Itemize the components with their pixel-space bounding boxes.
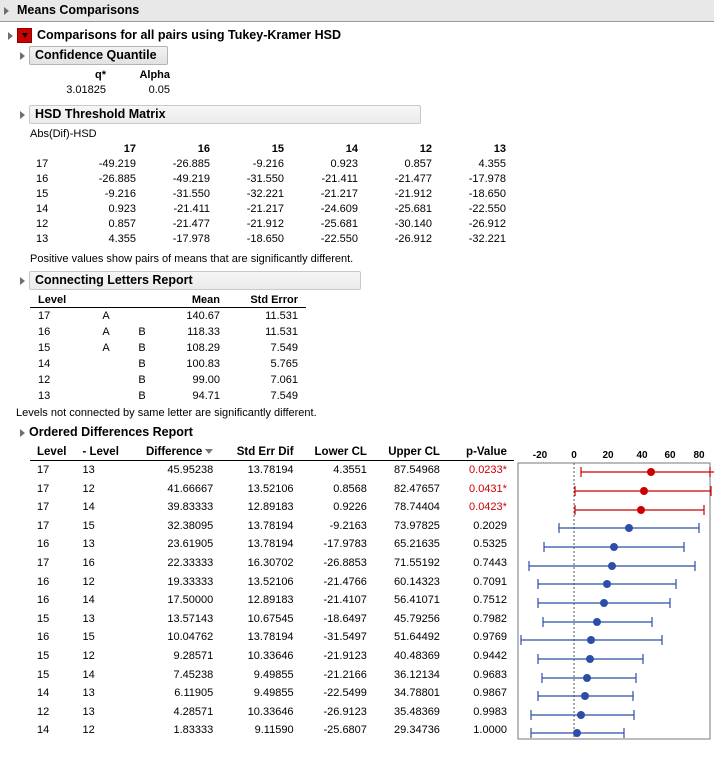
- cell-lower-cl: -21.2166: [323, 668, 367, 681]
- cell-lower-cl: -9.2163: [329, 519, 367, 532]
- connecting-letters-table: [30, 294, 306, 404]
- col-head-5: 13: [493, 143, 506, 155]
- cell-lower-cl: 0.9226: [333, 501, 367, 514]
- table-row: [30, 202, 512, 217]
- cell-se: 5.765: [270, 358, 298, 370]
- table-header-row: [30, 294, 306, 308]
- connecting-letters-disclosure-icon[interactable]: [20, 277, 25, 285]
- cell-difference: 23.61905: [167, 538, 214, 551]
- cell: -17.978: [172, 233, 210, 245]
- col-letter-b: [124, 294, 160, 308]
- row-label: 13: [36, 233, 49, 245]
- connecting-letters-table-wrap: [30, 294, 714, 404]
- cell: -26.912: [468, 218, 506, 230]
- cell-difference: 41.66667: [167, 482, 214, 495]
- cell: -18.650: [468, 188, 506, 200]
- cell-lower-cl: -26.8853: [323, 556, 367, 569]
- cell-p-value: 1.0000: [473, 724, 507, 737]
- svg-text:0: 0: [571, 450, 577, 461]
- cell: 0.857: [404, 158, 432, 170]
- cell-std-err: 13.78194: [247, 538, 294, 551]
- cell-std-err: 13.52106: [247, 575, 294, 588]
- cell-minus-level: 13: [82, 538, 95, 551]
- cell: -21.217: [320, 188, 358, 200]
- cell-minus-level: 15: [82, 631, 95, 644]
- cell-level: 14: [37, 724, 50, 737]
- cell-letter-b: B: [138, 342, 146, 354]
- hsd-note: Positive values show pairs of means that are significantly different.: [30, 253, 354, 265]
- cell: -21.477: [394, 173, 432, 185]
- cell-lower-cl: -31.5497: [323, 631, 367, 644]
- table-row: [30, 324, 306, 340]
- cell-upper-cl: 35.48369: [394, 705, 440, 718]
- cell-p-value: 0.5325: [473, 538, 507, 551]
- cell-minus-level: 16: [82, 556, 95, 569]
- col-alpha: Alpha: [139, 69, 170, 81]
- comparisons-title: Comparisons for all pairs using Tukey-Kramer HSD: [37, 28, 342, 42]
- cell-std-err: 9.49855: [253, 668, 294, 681]
- cell: -9.216: [104, 188, 136, 200]
- confidence-quantile-table-wrap: [30, 68, 714, 98]
- table-header-row: [30, 142, 512, 157]
- cell-level: 16: [37, 631, 50, 644]
- cell-level: 15: [38, 342, 51, 354]
- confidence-quantile-title: Confidence Quantile: [29, 46, 168, 65]
- col-head-0: 17: [123, 143, 136, 155]
- cell-difference: 17.50000: [167, 594, 214, 607]
- connecting-letters-title: Connecting Letters Report: [29, 271, 361, 290]
- corner-cell: [30, 142, 68, 157]
- cell-std-err: 10.67545: [247, 612, 294, 625]
- cell-difference: 9.28571: [173, 649, 214, 662]
- table-row: [30, 372, 306, 388]
- cell-mean: 99.00: [192, 374, 220, 386]
- cell-level: 17: [37, 519, 50, 532]
- cell-p-value: 0.9867: [473, 687, 507, 700]
- col-upper-cl[interactable]: Upper CL: [374, 445, 447, 461]
- cell-mean: 140.67: [186, 310, 220, 322]
- window-title-bar: [0, 0, 714, 22]
- cell-se: 11.531: [265, 310, 298, 322]
- cell-mean: 108.29: [186, 342, 220, 354]
- cell-lower-cl: -17.9783: [323, 538, 367, 551]
- cell-level: 16: [38, 326, 51, 338]
- red-triangle-menu-icon[interactable]: [17, 28, 32, 43]
- row-label: 14: [36, 203, 49, 215]
- cell-letter-a: A: [102, 342, 110, 354]
- cell-level: 17: [37, 501, 50, 514]
- cell-lower-cl: 4.3551: [333, 464, 367, 476]
- col-head-4: 12: [419, 143, 432, 155]
- cell-letter-a: [88, 356, 124, 372]
- cell: -21.411: [321, 173, 358, 185]
- cell-level: 15: [37, 649, 50, 662]
- cell: -21.411: [173, 203, 210, 215]
- cell: -26.885: [172, 158, 210, 170]
- cell-minus-level: 13: [82, 687, 95, 700]
- table-row: [30, 340, 306, 356]
- difference-plot: [514, 445, 714, 740]
- col-lower-cl[interactable]: Lower CL: [301, 445, 374, 461]
- cell-letter-b: B: [138, 326, 146, 338]
- cell-lower-cl: -21.9123: [323, 649, 367, 662]
- row-label: 16: [36, 173, 49, 185]
- cell-difference: 10.04762: [167, 631, 214, 644]
- cell-upper-cl: 56.41071: [394, 594, 440, 607]
- col-head-1: 16: [197, 143, 210, 155]
- cell-difference: 13.57143: [167, 612, 214, 625]
- page-title: Means Comparisons: [17, 3, 140, 17]
- cell-level: 13: [38, 390, 51, 402]
- cell-upper-cl: 51.64492: [394, 631, 440, 644]
- cell: 0.923: [108, 203, 136, 215]
- ordered-differences-title: Ordered Differences Report: [29, 425, 193, 439]
- cell-minus-level: 13: [82, 705, 95, 718]
- table-row: [30, 172, 512, 187]
- col-level[interactable]: Level: [30, 445, 75, 461]
- cell-difference: 7.45238: [173, 668, 214, 681]
- cell-p-value: 0.0423*: [469, 501, 507, 514]
- cell-lower-cl: -26.9123: [323, 705, 367, 718]
- cell-letter-b: [124, 308, 160, 325]
- table-row: [30, 157, 512, 172]
- cell-p-value: 0.9683: [473, 668, 507, 681]
- connecting-letters-header: [16, 271, 714, 290]
- cell-lower-cl: -22.5499: [323, 687, 367, 700]
- hsd-threshold-matrix: [30, 142, 512, 247]
- confidence-quantile-table: [30, 68, 176, 98]
- cell-level: 15: [37, 612, 50, 625]
- cell-minus-level: 12: [82, 575, 95, 588]
- cell-std-err: 13.78194: [247, 519, 294, 532]
- ordered-differences-table: [30, 445, 714, 740]
- cell-se: 11.531: [265, 326, 298, 338]
- hsd-title: HSD Threshold Matrix: [29, 105, 421, 124]
- hsd-table-wrap: [30, 142, 714, 247]
- col-letter-a: [88, 294, 124, 308]
- cell-letter-b: B: [138, 390, 146, 402]
- cell: -18.650: [246, 233, 284, 245]
- cell-std-err: 13.52106: [247, 482, 294, 495]
- col-mean: Mean: [160, 294, 228, 308]
- cell-difference: 1.83333: [173, 724, 214, 737]
- cell-p-value: 0.2029: [473, 519, 507, 532]
- cell: -17.978: [468, 173, 506, 185]
- cell-p-value: 0.7091: [473, 575, 507, 588]
- comparisons-header: [4, 27, 714, 44]
- cell-minus-level: 12: [82, 482, 95, 495]
- cell-letter-a: A: [102, 326, 110, 338]
- cell: 0.923: [330, 158, 358, 170]
- value-qstar: 3.01825: [66, 84, 106, 96]
- disclosure-triangle-icon[interactable]: [4, 7, 9, 15]
- hsd-disclosure-icon[interactable]: [20, 111, 25, 119]
- cell-minus-level: 13: [82, 464, 95, 476]
- cell-level: 17: [38, 310, 51, 322]
- cell-difference: 39.83333: [167, 501, 214, 514]
- cell-std-err: 9.11590: [254, 724, 294, 737]
- cell-p-value: 0.0233*: [469, 464, 507, 476]
- cell-p-value: 0.9983: [473, 705, 507, 718]
- svg-text:80: 80: [693, 450, 705, 461]
- cell-upper-cl: 45.79256: [394, 612, 440, 625]
- cell: -31.550: [172, 188, 210, 200]
- col-minus-level[interactable]: - Level: [75, 445, 134, 461]
- cell-level: 16: [37, 575, 50, 588]
- cell: -30.140: [394, 218, 432, 230]
- cell-upper-cl: 78.74404: [394, 501, 440, 514]
- cell-mean: 100.83: [186, 358, 220, 370]
- cell-level: 14: [37, 687, 50, 700]
- cell: -32.221: [246, 188, 284, 200]
- cell: -22.550: [320, 233, 358, 245]
- col-difference[interactable]: Difference: [134, 445, 220, 461]
- svg-text:-20: -20: [532, 450, 548, 461]
- cell-minus-level: 13: [82, 612, 95, 625]
- cell: -49.219: [172, 173, 210, 185]
- ordered-differences-header: [16, 424, 714, 441]
- row-label: 12: [36, 218, 49, 230]
- cell-level: 17: [37, 464, 50, 476]
- cell-upper-cl: 87.54968: [394, 464, 440, 476]
- cell-p-value: 0.7512: [473, 594, 507, 607]
- cell-difference: 19.33333: [167, 575, 214, 588]
- svg-text:60: 60: [664, 450, 676, 461]
- cell-difference: 22.33333: [167, 556, 214, 569]
- cell-letter-a: [88, 372, 124, 388]
- cell: -21.217: [246, 203, 284, 215]
- cell-level: 17: [37, 482, 50, 495]
- cell-p-value: 0.7982: [473, 612, 507, 625]
- col-std-error: Std Error: [228, 294, 306, 308]
- ci-plot-svg: [514, 445, 714, 740]
- cell-minus-level: 12: [82, 724, 95, 737]
- cell-std-err: 12.89183: [247, 594, 294, 607]
- cell: -22.550: [468, 203, 506, 215]
- cell-std-err: 16.30702: [247, 556, 294, 569]
- cell-p-value: 0.7443: [473, 556, 507, 569]
- cell: 4.355: [478, 158, 506, 170]
- cell: -21.477: [172, 218, 210, 230]
- table-row: [30, 83, 176, 98]
- hsd-header: [16, 105, 714, 124]
- cell-minus-level: 15: [82, 519, 95, 532]
- table-row: [30, 308, 306, 325]
- cell-minus-level: 14: [82, 501, 95, 514]
- cell-difference: 6.11905: [174, 687, 214, 700]
- cell-upper-cl: 34.78801: [394, 687, 440, 700]
- cell-upper-cl: 82.47657: [394, 482, 440, 495]
- cell: -49.219: [98, 158, 136, 170]
- hsd-subtitle: Abs(Dif)-HSD: [30, 128, 97, 140]
- cell-lower-cl: 0.8568: [333, 482, 367, 495]
- cell-difference: 45.95238: [167, 464, 214, 476]
- cell-level: 16: [37, 538, 50, 551]
- ordered-differences-body: [30, 445, 714, 740]
- cell-se: 7.549: [270, 390, 298, 402]
- cell-lower-cl: -21.4107: [323, 594, 367, 607]
- table-header-row: [30, 68, 176, 83]
- cell-std-err: 13.78194: [247, 464, 294, 476]
- connecting-letters-note: Levels not connected by same letter are significantly different.: [16, 407, 317, 419]
- cell: -21.912: [246, 218, 284, 230]
- col-head-2: 15: [271, 143, 284, 155]
- row-label: 15: [36, 188, 49, 200]
- cell-minus-level: 14: [82, 594, 95, 607]
- cell-level: 15: [37, 668, 50, 681]
- table-row: [30, 388, 306, 404]
- cell: -9.216: [252, 158, 284, 170]
- col-head-3: 14: [345, 143, 358, 155]
- cell-minus-level: 12: [82, 649, 95, 662]
- cell: -31.550: [246, 173, 284, 185]
- cell-upper-cl: 65.21635: [394, 538, 440, 551]
- cell-difference: 32.38095: [167, 519, 214, 532]
- cell-std-err: 10.33646: [247, 705, 294, 718]
- cell-upper-cl: 36.12134: [394, 668, 440, 681]
- cell-upper-cl: 60.14323: [394, 575, 440, 588]
- col-std-err-dif[interactable]: Std Err Dif: [220, 445, 300, 461]
- cell-p-value: 0.9442: [473, 649, 507, 662]
- cell-level: 14: [38, 358, 51, 370]
- comparisons-disclosure-icon[interactable]: [8, 32, 13, 40]
- table-row: [30, 356, 306, 372]
- cell-level: 12: [38, 374, 51, 386]
- ordered-differences-disclosure-icon[interactable]: [20, 429, 25, 437]
- cell-p-value: 0.9769: [473, 631, 507, 644]
- cell-minus-level: 14: [82, 668, 95, 681]
- cell-level: 16: [37, 594, 50, 607]
- cell-std-err: 9.49855: [253, 687, 294, 700]
- table-row: [30, 187, 512, 202]
- cell-level: 12: [37, 705, 50, 718]
- cell-upper-cl: 40.48369: [394, 649, 440, 662]
- table-row: [30, 232, 512, 247]
- cell: -32.221: [468, 233, 506, 245]
- cell-std-err: 10.33646: [247, 649, 294, 662]
- cell: -24.609: [320, 203, 358, 215]
- cell: -21.912: [394, 188, 432, 200]
- svg-text:20: 20: [602, 450, 614, 461]
- cell-letter-b: B: [138, 374, 146, 386]
- cell-letter-a: A: [102, 310, 110, 322]
- cell: -26.912: [394, 233, 432, 245]
- cell-lower-cl: -21.4766: [323, 575, 367, 588]
- cell-std-err: 12.89183: [247, 501, 294, 514]
- cell: -26.885: [98, 173, 136, 185]
- cell: 0.857: [108, 218, 136, 230]
- col-qstar: q*: [95, 69, 106, 81]
- cell: -25.681: [320, 218, 358, 230]
- cell-se: 7.061: [270, 374, 298, 386]
- confidence-quantile-disclosure-icon[interactable]: [20, 52, 25, 60]
- table-row: [30, 217, 512, 232]
- cell-difference: 4.28571: [173, 705, 214, 718]
- cell-lower-cl: -25.6807: [323, 724, 367, 737]
- cell-p-value: 0.0431*: [469, 482, 507, 495]
- cell-upper-cl: 29.34736: [394, 724, 440, 737]
- cell: 4.355: [108, 233, 136, 245]
- cell: -25.681: [394, 203, 432, 215]
- cell-std-err: 13.78194: [247, 631, 294, 644]
- sort-descending-icon[interactable]: [205, 449, 213, 454]
- cell-letter-b: B: [138, 358, 146, 370]
- cell-se: 7.549: [270, 342, 298, 354]
- table-header-row: [30, 445, 714, 461]
- cell-letter-a: [88, 388, 124, 404]
- col-p-value[interactable]: p-Value: [447, 445, 514, 461]
- cell-upper-cl: 73.97825: [394, 519, 440, 532]
- cell-upper-cl: 71.55192: [394, 556, 440, 569]
- cell-level: 17: [37, 556, 50, 569]
- row-label: 17: [36, 158, 49, 170]
- confidence-quantile-header: [16, 46, 714, 65]
- cell-mean: 118.33: [187, 326, 220, 338]
- col-level: Level: [30, 294, 88, 308]
- cell-lower-cl: -18.6497: [323, 612, 367, 625]
- svg-text:40: 40: [636, 450, 648, 461]
- value-alpha: 0.05: [148, 84, 170, 96]
- cell-mean: 94.71: [192, 390, 220, 402]
